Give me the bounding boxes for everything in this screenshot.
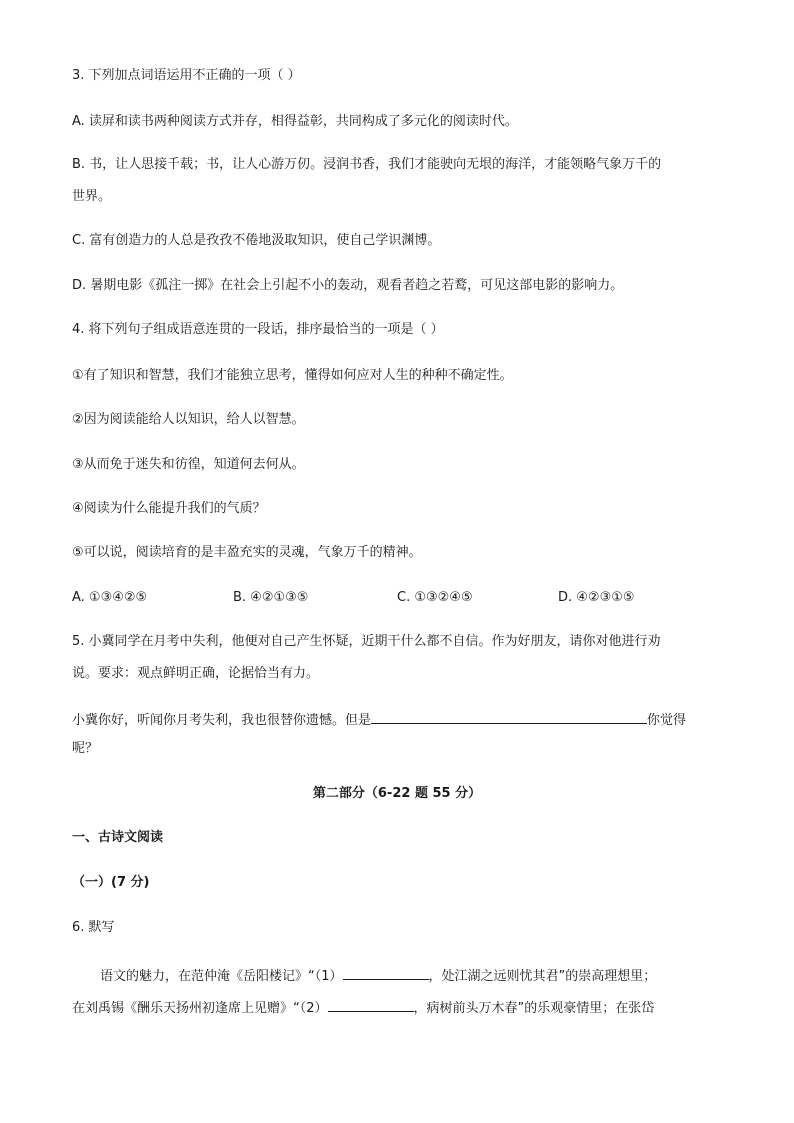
poem-line2-suffix: ，病树前头万木春”的乐观豪情里；在张岱 xyxy=(413,1001,655,1016)
subsection-heading: （一）(7 分) xyxy=(72,875,150,890)
q5-answer-end: 呢？ xyxy=(72,741,99,756)
poem-line1-suffix: ，处江湖之远则忧其君”的崇高理想里； xyxy=(428,969,657,984)
q3-option-b-line1: B. 书，让人思接千载；书，让人心游万仞。浸润书香，我们才能驶向无垠的海洋，才能领略气象万千的 xyxy=(72,157,662,172)
poem-paragraph-line1 xyxy=(100,966,656,985)
q4-option-d: D. ④②③①⑤ xyxy=(558,590,635,605)
q3-option-d: D. 暑期电影《孤注一掷》在社会上引起不小的轰动，观看者趋之若鹜，可见这部电影的影响力。 xyxy=(72,278,624,293)
q3-option-b-line2: 世界。 xyxy=(72,189,112,204)
q3-option-a: A. 读屏和读书两种阅读方式并存，相得益彰，共同构成了多元化的阅读时代。 xyxy=(72,114,518,129)
q4-stem: 4. 将下列句子组成语意连贯的一段话，排序最恰当的一项是（ ） xyxy=(72,322,444,337)
q4-option-b: B. ④②①③⑤ xyxy=(233,590,309,605)
q4-option-c: C. ①③②④⑤ xyxy=(397,590,473,605)
q5-stem-line1: 5. 小冀同学在月考中失利，他便对自己产生怀疑，近期干什么都不自信。作为好朋友，请你对他进行劝 xyxy=(72,634,661,649)
poem-line1-prefix: 语文的魅力，在范仲淹《岳阳楼记》“（1） xyxy=(100,969,343,984)
q3-stem: 3. 下列加点词语运用不正确的一项（ ） xyxy=(72,68,301,83)
q5-answer-blank[interactable] xyxy=(371,710,647,724)
poem-paragraph-line2 xyxy=(72,998,654,1017)
poem-blank-1[interactable] xyxy=(343,966,429,980)
q5-answer-prefix: 小冀你好，听闻你月考失利，我也很替你遗憾。但是 xyxy=(72,713,372,728)
q5-answer-line xyxy=(72,710,686,729)
poem-line2-prefix: 在刘禹锡《酬乐天扬州初逢席上见赠》“（2） xyxy=(72,1001,328,1016)
q4-sentence-3: ③从而免于迷失和彷徨，知道何去何从。 xyxy=(72,457,305,472)
q4-sentence-5: ⑤可以说，阅读培育的是丰盈充实的灵魂，气象万千的精神。 xyxy=(72,545,422,560)
q4-sentence-4: ④阅读为什么能提升我们的气质？ xyxy=(72,501,266,516)
q5-stem-line2: 说。要求：观点鲜明正确，论据恰当有力。 xyxy=(72,666,320,681)
q3-option-c: C. 富有创造力的人总是孜孜不倦地汲取知识，使自己学识渊博。 xyxy=(72,233,441,248)
poem-blank-2[interactable] xyxy=(328,998,414,1012)
q5-answer-suffix: 你觉得 xyxy=(647,713,687,728)
part-two-heading: 第二部分（6-22 题 55 分） xyxy=(312,786,482,801)
q6-stem: 6. 默写 xyxy=(72,920,115,935)
q4-sentence-2: ②因为阅读能给人以知识，给人以智慧。 xyxy=(72,412,305,427)
section-heading: 一、古诗文阅读 xyxy=(72,830,164,845)
q4-sentence-1: ①有了知识和智慧，我们才能独立思考，懂得如何应对人生的种种不确定性。 xyxy=(72,368,513,383)
q4-option-a: A. ①③④②⑤ xyxy=(72,590,148,605)
